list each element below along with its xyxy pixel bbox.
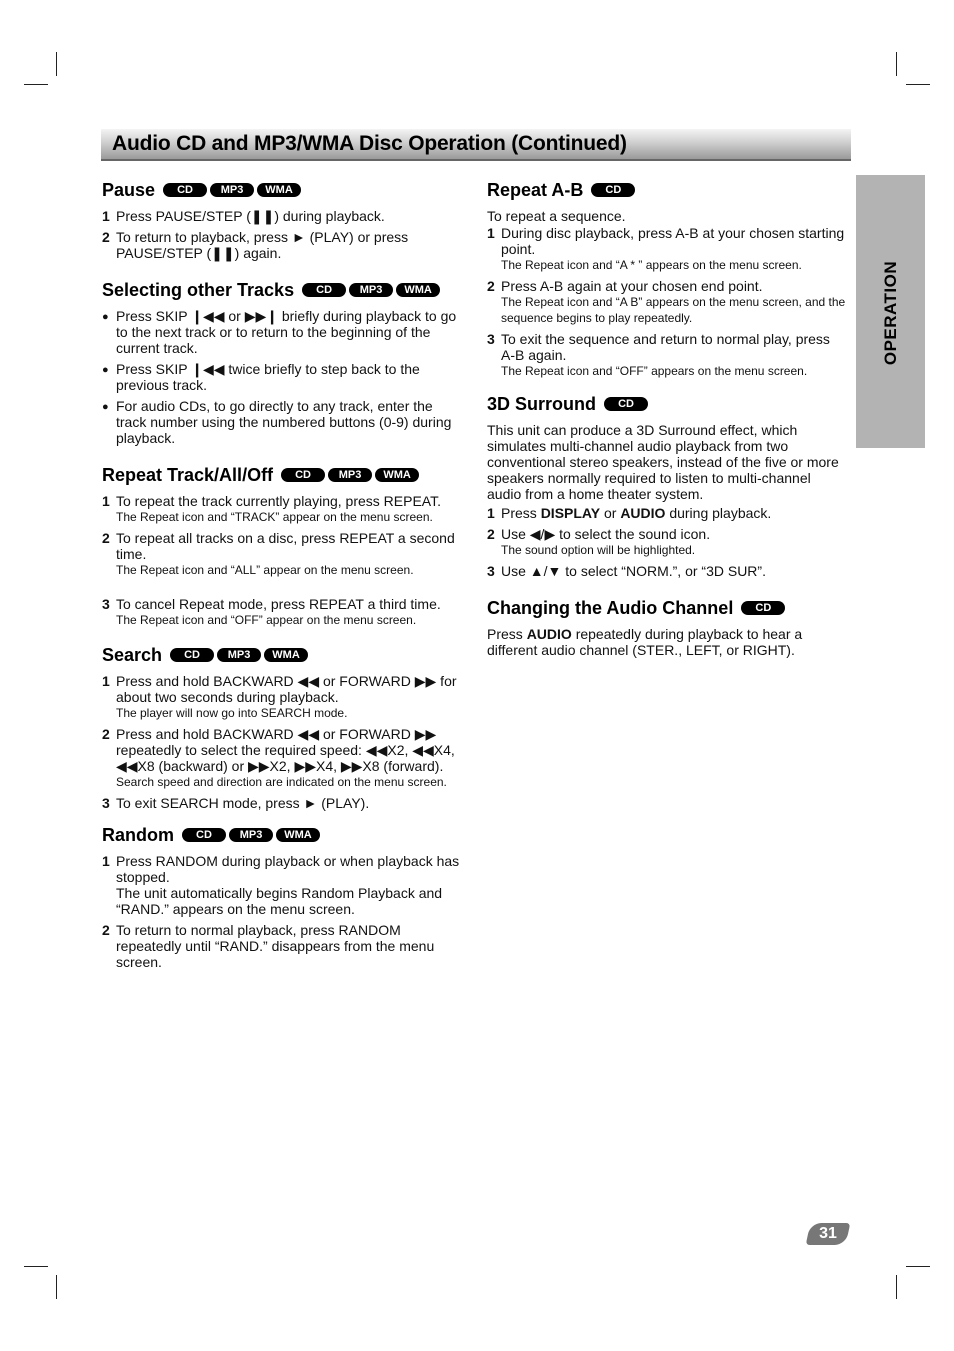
heading-text: Changing the Audio Channel — [487, 598, 734, 618]
step-note: The Repeat icon and “A * ” appears on the menu screen. — [501, 258, 802, 272]
step-number: 3 — [102, 596, 110, 612]
badge-mp3: MP3 — [328, 468, 372, 482]
section-repeat-ab — [487, 178, 847, 379]
step-text: Press RANDOM during playback or when playback has stopped. — [116, 853, 460, 885]
step-number: 2 — [102, 726, 110, 742]
step-text: Press and hold BACKWARD ◀◀ or FORWARD ▶▶ for about two seconds during playback. — [116, 673, 457, 705]
step-number: 1 — [102, 208, 110, 224]
badge-wma: WMA — [375, 468, 419, 482]
title-bar — [101, 129, 851, 161]
heading-text: Search — [102, 645, 163, 665]
step — [487, 331, 847, 379]
step-body — [501, 505, 847, 521]
badge-cd: CD — [302, 283, 346, 297]
heading-text: Repeat Track/All/Off — [102, 465, 274, 485]
step-text: Press PAUSE/STEP (❚❚) during playback. — [116, 208, 385, 224]
step-number: 2 — [487, 526, 495, 542]
step-note: The sound option will be highlighted. — [501, 543, 696, 557]
badge-cd: CD — [182, 828, 226, 842]
step-text: or — [600, 505, 621, 521]
heading-text: Random — [102, 825, 174, 845]
step — [487, 526, 847, 558]
side-tab — [856, 175, 925, 448]
section-heading — [102, 178, 464, 202]
section-heading — [487, 392, 847, 416]
step-note: The Repeat icon and “ALL” appear on the menu screen. — [116, 563, 414, 577]
step — [102, 673, 464, 721]
step-note: The Repeat icon and “OFF” appear on the menu screen. — [116, 613, 417, 627]
step-note: The Repeat icon and “TRACK” appear on the menu screen. — [116, 510, 433, 524]
crop-mark — [56, 1275, 57, 1299]
step-body — [116, 596, 464, 628]
step — [102, 795, 464, 811]
badge-wma: WMA — [396, 283, 440, 297]
section-heading — [102, 643, 464, 667]
page-title: Audio CD and MP3/WMA Disc Operation (Continued) — [112, 132, 627, 155]
bullet-icon: ● — [102, 311, 109, 323]
badge-cd: CD — [281, 468, 325, 482]
crop-mark — [906, 1266, 930, 1267]
step — [102, 853, 464, 917]
bullet-text: For audio CDs, to go directly to any track, enter the track number using the numbered buttons (0-9) during playback. — [116, 398, 452, 446]
step-body — [116, 530, 464, 578]
bullet-item — [102, 398, 464, 446]
body-text-part: repeatedly during playback to hear a different audio channel (STER., LEFT, or RIGHT). — [487, 626, 803, 658]
bullet-icon: ● — [102, 401, 109, 413]
key-audio: AUDIO — [526, 626, 572, 642]
intro-text: To repeat a sequence. — [487, 208, 626, 224]
crop-mark — [896, 1275, 897, 1299]
step-body — [501, 526, 847, 558]
step-text: during playback. — [665, 505, 772, 521]
step-text: Press and hold BACKWARD ◀◀ or FORWARD ▶▶ repeatedly to select the required speed: ◀◀X2, ◀◀X4, ◀◀X8 (backward) or ▶▶X2, ▶▶X4, ▶▶X8 (forward). — [116, 726, 455, 774]
badge-wma: WMA — [264, 648, 308, 662]
step-number: 2 — [102, 530, 110, 546]
step-number: 1 — [102, 853, 110, 869]
badge-cd: CD — [741, 601, 785, 615]
badge-mp3: MP3 — [349, 283, 393, 297]
section-search — [102, 643, 464, 811]
step — [487, 225, 847, 273]
step-number: 3 — [487, 331, 495, 347]
step-text: To repeat the track currently playing, press REPEAT. — [116, 493, 441, 509]
step — [487, 278, 847, 326]
step-number: 2 — [487, 278, 495, 294]
step — [102, 530, 464, 578]
key-display: DISPLAY — [540, 505, 601, 521]
step — [102, 726, 464, 790]
step-body — [116, 853, 464, 917]
left-column — [102, 178, 464, 975]
bullet-text: Press SKIP ❙◀◀ twice briefly to step back to the previous track. — [116, 361, 420, 393]
step — [102, 493, 464, 525]
step-note: The Repeat icon and “OFF” appears on the menu screen. — [501, 364, 808, 378]
step — [102, 922, 464, 970]
page-number-badge — [806, 1223, 851, 1245]
step-text: Press — [501, 505, 541, 521]
step — [102, 208, 464, 224]
side-tab-label: OPERATION — [880, 260, 900, 366]
step-text: To return to normal playback, press RANDOM repeatedly until “RAND.” disappears from the menu screen. — [116, 922, 435, 970]
step-number: 1 — [102, 493, 110, 509]
step-number: 3 — [487, 563, 495, 579]
step-text: To repeat all tracks on a disc, press REPEAT a second time. — [116, 530, 455, 562]
step-text: The unit automatically begins Random Playback and “RAND.” appears on the menu screen. — [116, 885, 443, 917]
page-number: 31 — [819, 1225, 837, 1242]
bullet-item — [102, 361, 464, 393]
badge-wma: WMA — [276, 828, 320, 842]
intro-text: This unit can produce a 3D Surround effect, which simulates multi-channel audio playback from two conventional stereo speakers, instead of the five or more speakers normally required to listen to multi-channel audio from a home theater system. — [487, 422, 839, 502]
section-audio-channel — [487, 596, 847, 658]
crop-mark — [896, 52, 897, 76]
section-heading — [487, 596, 847, 620]
step-note: The Repeat icon and “A B” appears on the menu screen, and the sequence begins to play repeatedly. — [501, 295, 846, 325]
bullet-icon: ● — [102, 364, 109, 376]
badge-cd: CD — [591, 183, 635, 197]
step-note: Search speed and direction are indicated on the menu screen. — [116, 775, 447, 789]
body-text — [487, 626, 847, 658]
step-number: 1 — [487, 505, 495, 521]
step — [487, 505, 847, 521]
step-text: Press A-B again at your chosen end point. — [501, 278, 763, 294]
badge-mp3: MP3 — [210, 183, 254, 197]
heading-text: 3D Surround — [487, 394, 597, 414]
badge-wma: WMA — [257, 183, 301, 197]
step-body — [501, 331, 847, 379]
step — [102, 596, 464, 628]
step-number: 2 — [102, 229, 110, 245]
step-text: To cancel Repeat mode, press REPEAT a third time. — [116, 596, 441, 612]
step — [487, 563, 847, 579]
badge-cd: CD — [604, 397, 648, 411]
step-text: Use ◀/▶ to select the sound icon. — [501, 526, 711, 542]
crop-mark — [906, 84, 930, 85]
step-number: 1 — [102, 673, 110, 689]
right-column — [487, 178, 847, 659]
section-heading — [487, 178, 847, 202]
badge-mp3: MP3 — [217, 648, 261, 662]
step-text: Use ▲/▼ to select “NORM.”, or “3D SUR”. — [501, 563, 766, 579]
section-3d-surround — [487, 392, 847, 579]
section-repeat-track — [102, 463, 464, 628]
step-number: 2 — [102, 922, 110, 938]
step-body — [116, 726, 464, 790]
heading-text: Selecting other Tracks — [102, 280, 295, 300]
section-random — [102, 823, 464, 970]
heading-text: Repeat A-B — [487, 180, 584, 200]
section-heading — [102, 278, 464, 302]
section-pause — [102, 178, 464, 261]
heading-text: Pause — [102, 180, 156, 200]
step-text: During disc playback, press A-B at your chosen starting point. — [501, 225, 845, 257]
body-text-part: Press — [487, 626, 527, 642]
section-heading — [102, 463, 464, 487]
step-body — [116, 673, 464, 721]
bullet-item — [102, 308, 464, 356]
crop-mark — [56, 52, 57, 76]
step-text: To exit the sequence and return to normal play, press A-B again. — [501, 331, 830, 363]
step-note: The player will now go into SEARCH mode. — [116, 706, 348, 720]
step-number: 1 — [487, 225, 495, 241]
section-heading — [102, 823, 464, 847]
step-number: 3 — [102, 795, 110, 811]
badge-cd: CD — [170, 648, 214, 662]
step-body — [116, 493, 464, 525]
key-audio: AUDIO — [620, 505, 666, 521]
bullet-text: Press SKIP ❙◀◀ or ▶▶❙ briefly during playback to go to the next track or to return to the beginning of the current track. — [116, 308, 457, 356]
step-text: To return to playback, press ► (PLAY) or press PAUSE/STEP (❚❚) again. — [116, 229, 409, 261]
section-selecting-tracks — [102, 278, 464, 446]
crop-mark — [24, 1266, 48, 1267]
badge-cd: CD — [163, 183, 207, 197]
crop-mark — [24, 84, 48, 85]
step-body — [501, 225, 847, 273]
step-text: To exit SEARCH mode, press ► (PLAY). — [116, 795, 370, 811]
badge-mp3: MP3 — [229, 828, 273, 842]
step-body — [501, 278, 847, 326]
step — [102, 229, 464, 261]
